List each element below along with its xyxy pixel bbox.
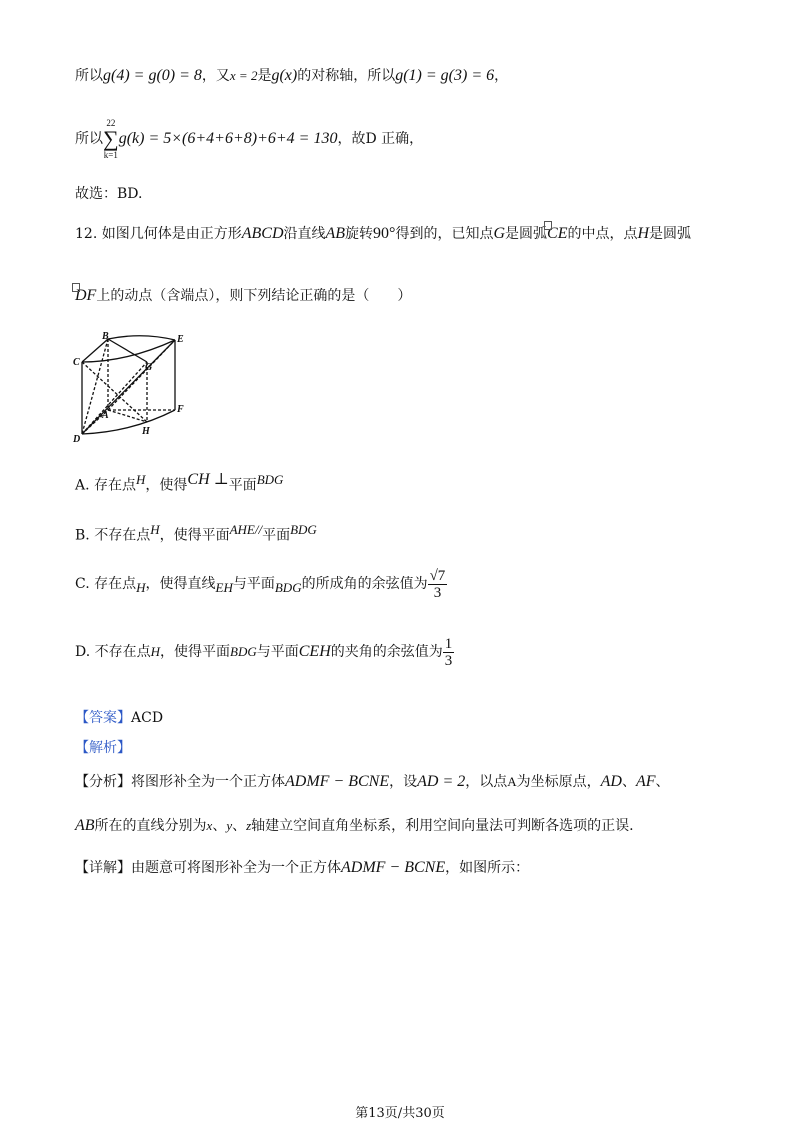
label-h: H [142, 426, 150, 437]
math-expr: BDG [230, 644, 257, 659]
label-g: G [145, 362, 153, 373]
math-expr: AD [600, 773, 622, 790]
text: ，使得直线 [145, 576, 216, 592]
text: 所以 [75, 68, 103, 84]
text: 如图几何体是由正方形 [101, 226, 242, 242]
math-expr: z [246, 818, 252, 833]
math-expr: H [150, 522, 160, 537]
math-expr: H [136, 472, 146, 487]
math-expr: ADMF − BCNE [341, 859, 446, 876]
option-a [75, 470, 283, 496]
text: 为坐标原点， [516, 774, 601, 790]
math-expr: x = 2 [229, 68, 258, 83]
text: 的对称轴，所以 [297, 68, 396, 84]
answer-value: ACD [131, 710, 164, 726]
text: 、 [212, 818, 227, 834]
question-12-line-1 [75, 224, 691, 244]
fenxi-line-2 [75, 816, 634, 836]
label-e: E [177, 334, 184, 345]
math-expr: BDG [290, 522, 317, 537]
math-expr: g(k) = 5×(6+4+6+8)+6+4 = 130 [118, 130, 338, 147]
option-d [75, 634, 454, 670]
numerator: 1 [444, 635, 453, 652]
text: 的中点，点 [567, 226, 638, 242]
math-expr: H [150, 644, 161, 659]
question-12-line-2 [75, 286, 411, 306]
math-expr: A [507, 774, 517, 789]
answer-line [75, 708, 163, 728]
text: ，设 [389, 774, 418, 790]
text: ，故D 正确， [337, 131, 424, 147]
text: 旋转 [345, 226, 374, 242]
math-expr: H [136, 579, 146, 595]
text: 上的动点（含端点），则下列结论正确的是（ ） [96, 288, 412, 304]
math-expr: EH [215, 579, 233, 595]
text: D. 不存在点 [75, 644, 151, 660]
text: 与平面 [232, 576, 275, 592]
math-expr: CEH [298, 643, 331, 660]
question-number: 12. [75, 226, 98, 242]
label-b: B [102, 332, 109, 342]
arc-df: DF [75, 287, 97, 304]
text: ，以点 [465, 774, 508, 790]
geometry-figure [72, 332, 192, 442]
math-expr: x [206, 818, 213, 833]
fenxi-tag: 【分析】 [75, 774, 131, 790]
answer-tag: 【答案】 [75, 710, 131, 726]
text: 是 [257, 68, 272, 84]
page-footer: 第13页/共30页 [355, 1106, 445, 1121]
text: 沿直线 [283, 226, 326, 242]
math-expr: BDG [274, 579, 302, 595]
math-expr: AB [75, 817, 95, 834]
sigma-icon: ∑ [103, 126, 119, 151]
math-expr: AD = 2 [417, 773, 466, 790]
math-expr: H [637, 225, 650, 242]
denominator: 3 [433, 584, 442, 601]
text: ， [494, 68, 509, 84]
xiangjie-line [75, 858, 529, 878]
text: 轴建立空间直角坐标系，利用空间向量法可判断各选项的正误. [251, 818, 634, 834]
text: ，使得 [145, 477, 188, 494]
text: 、 [655, 774, 670, 790]
math-expr: 90° [373, 225, 396, 242]
fraction-1-over-3 [443, 636, 455, 669]
text: 平面 [228, 477, 257, 494]
text: ，又 [201, 68, 230, 84]
text: A. 存在点 [75, 477, 137, 494]
summation [103, 118, 119, 160]
text: 的夹角的余弦值为 [330, 644, 443, 660]
text: 、 [232, 818, 247, 834]
text: 所以 [75, 131, 103, 147]
fenxi-line-1 [75, 772, 670, 792]
analysis-tag: 【解析】 [75, 740, 131, 756]
math-expr: ADMF − BCNE [285, 773, 390, 790]
text: 、 [621, 774, 636, 790]
math-expr: CH ⊥ [187, 471, 229, 488]
label-f: F [177, 404, 184, 415]
numerator: √7 [429, 567, 446, 584]
math-expr: AB [325, 225, 346, 242]
text: ，使得平面 [160, 644, 231, 660]
text: 是圆弧 [649, 226, 692, 242]
text: 得到的，已知点 [395, 226, 494, 242]
label-c: C [73, 357, 80, 368]
text: 是圆弧 [505, 226, 548, 242]
math-expr: y [226, 818, 233, 833]
math-expr: AHE// [229, 522, 263, 537]
text: 的所成角的余弦值为 [301, 576, 428, 592]
text: ，如图所示： [445, 860, 530, 876]
text: C. 存在点 [75, 576, 137, 592]
math-expr: G [493, 225, 506, 242]
solution-line-3: 故选：BD. [75, 186, 143, 202]
text: 将图形补全为一个正方体 [131, 774, 285, 790]
sum-upper: 22 [106, 118, 116, 128]
option-b [75, 520, 317, 546]
math-expr: g(x) [271, 67, 298, 84]
option-c [75, 566, 447, 606]
denominator: 3 [444, 652, 453, 669]
arc-ce: CE [547, 225, 568, 242]
text: 与平面 [256, 644, 299, 660]
solution-line-2 [75, 118, 423, 160]
sum-lower: k=1 [103, 150, 118, 160]
math-expr: g(4) = g(0) = 8 [103, 67, 202, 84]
text: 平面 [262, 527, 291, 544]
xiangjie-tag: 【详解】 [75, 860, 131, 876]
math-expr: AF [635, 773, 656, 790]
fraction-sqrt7-over-3 [428, 568, 448, 601]
analysis-tag-line [75, 738, 131, 758]
math-expr: ABCD [241, 225, 284, 242]
text: ，使得平面 [159, 527, 230, 544]
math-expr: BDG [256, 472, 284, 487]
label-a: A [102, 410, 109, 421]
text: B. 不存在点 [75, 527, 151, 544]
math-expr: g(1) = g(3) = 6 [395, 67, 495, 84]
solution-line-1 [75, 66, 508, 86]
label-d: D [73, 434, 81, 442]
text: 所在的直线分别为 [94, 818, 207, 834]
text: 由题意可将图形补全为一个正方体 [131, 860, 341, 876]
